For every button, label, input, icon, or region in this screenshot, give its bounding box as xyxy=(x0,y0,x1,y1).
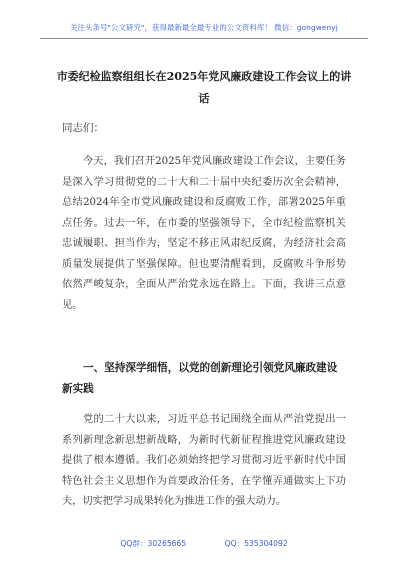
section-heading: 一、坚持深学细悟，以党的创新理论引领党风廉政建设新实践 xyxy=(62,362,338,395)
body-paragraph: 今天，我们召开2025年党风廉政建设工作会议，主要任务是深入学习贯彻党的二十大和二十届中央纪委历次全会精神，总结2024年全市党风廉政建设和反腐败工作，部署2025年重点任务。过去一年，在市委的坚强领导下，全市纪检监察机关忠诚履职、担当作为，坚定不移正风肃纪反腐，为经济社会高质量发展提供了坚强保障。但也要清醒看到，反腐败斗争形势依然严峻复杂，全面从严治党永远在路上。下面，我讲三点意见。 xyxy=(62,156,346,311)
footer-contact xyxy=(0,538,408,549)
header-divider xyxy=(40,38,368,39)
document-title: 市委纪检监察组组长在2025年党风廉政建设工作会议上的讲话 xyxy=(56,70,352,105)
header-banner: 关注头条号"公文研究"，获得最新最全最专业的公文资料库！ 微信：gongwenyj xyxy=(70,23,338,32)
footer-qq-group: QQ群：30265665 xyxy=(120,539,187,548)
salutation: 同志们： xyxy=(62,122,104,134)
footer-qq-number: QQ：535304092 xyxy=(224,539,288,548)
body-paragraph: 党的二十大以来，习近平总书记围绕全面从严治党提出一系列新理念新思想新战略，为新时代新征程推进党风廉政建设提供了根本遵循。我们必须始终把学习贯彻习近平新时代中国特色社会主义思想作为首要政治任务，在学懂弄通做实上下功夫，切实把学习成果转化为推进工作的强大动力。 xyxy=(62,414,346,507)
